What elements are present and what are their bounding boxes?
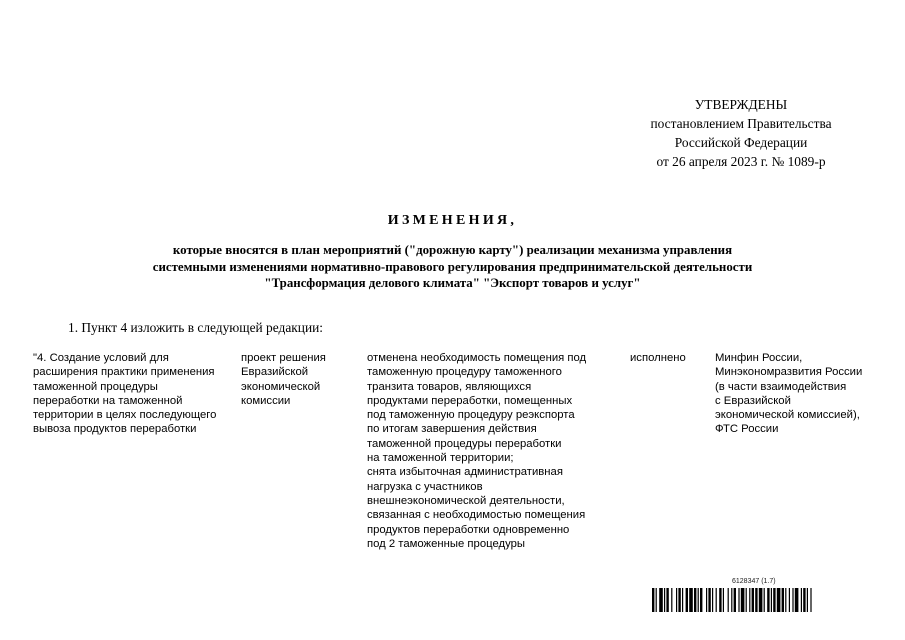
table-cell-result [367, 351, 586, 551]
cell-line: таможенной процедуры переработки [367, 437, 562, 450]
cell-line: связанная с необходимостью помещения [367, 509, 586, 522]
cell-line: с Евразийской [715, 394, 791, 407]
barcode-label: 6128347 (1.7) [732, 578, 776, 585]
cell-line: Минфин России, [715, 352, 803, 364]
table-cell-document-type [241, 351, 326, 408]
approval-line: от 26 апреля 2023 г. № 1089-р [656, 154, 826, 169]
cell-line: транзита товаров, являющихся [367, 380, 532, 393]
cell-line: расширения практики применения [33, 366, 215, 379]
subtitle-line: системными изменениями нормативно-правового регулирования предпринимательской деятельности [152, 259, 753, 274]
instruction-paragraph: 1. Пункт 4 изложить в следующей редакции: [68, 320, 324, 335]
cell-line: экономической комиссией), [715, 409, 860, 422]
cell-line: исполнено [630, 352, 686, 364]
cell-line: комиссии [241, 394, 291, 407]
cell-line: переработки на таможенной [33, 394, 183, 407]
cell-line: территории в целях последующего [33, 409, 217, 422]
cell-line: продуктов переработки одновременно [367, 523, 570, 536]
table-cell-measure [33, 351, 216, 437]
document-title: ИЗМЕНЕНИЯ, [387, 213, 518, 228]
cell-line: таможенной процедуры [33, 380, 158, 393]
cell-line: под таможенную процедуру реэкспорта [367, 409, 575, 422]
cell-line: внешнеэкономической деятельности, [367, 494, 565, 507]
cell-line: вывоза продуктов переработки [33, 423, 197, 436]
cell-line: экономической [241, 380, 321, 393]
approval-line: Российской Федерации [674, 135, 808, 150]
cell-line: по итогам завершения действия [367, 423, 537, 436]
approval-line: УТВЕРЖДЕНЫ [694, 97, 788, 112]
cell-line: под 2 таможенные процедуры [367, 537, 525, 550]
document-subtitle [60, 242, 845, 292]
barcode-image [652, 588, 870, 612]
cell-line: продуктами переработки, помещенных [367, 394, 573, 407]
cell-line: таможенную процедуру таможенного [367, 366, 562, 379]
subtitle-line: "Трансформация делового климата" "Экспорт товаров и услуг" [264, 276, 641, 290]
subtitle-line: которые вносятся в план мероприятий ("дорожную карту") реализации механизма управления [172, 243, 733, 257]
cell-line: проект решения [241, 352, 326, 364]
cell-line: отменена необходимость помещения под [367, 352, 587, 364]
approval-stamp [612, 95, 870, 171]
approval-line: постановлением Правительства [650, 116, 832, 131]
table-cell-status [630, 351, 686, 365]
cell-line: ФТС России [715, 423, 779, 436]
table-cell-responsible [715, 351, 862, 437]
cell-line: снята избыточная административная [367, 466, 563, 479]
cell-line: на таможенной территории; [367, 452, 514, 465]
cell-line: (в части взаимодействия [715, 380, 847, 393]
cell-line: нагрузка с участников [367, 480, 483, 493]
cell-line: Евразийской [241, 366, 309, 379]
cell-line: "4. Создание условий для [33, 352, 169, 364]
cell-line: Минэкономразвития России [715, 366, 863, 379]
